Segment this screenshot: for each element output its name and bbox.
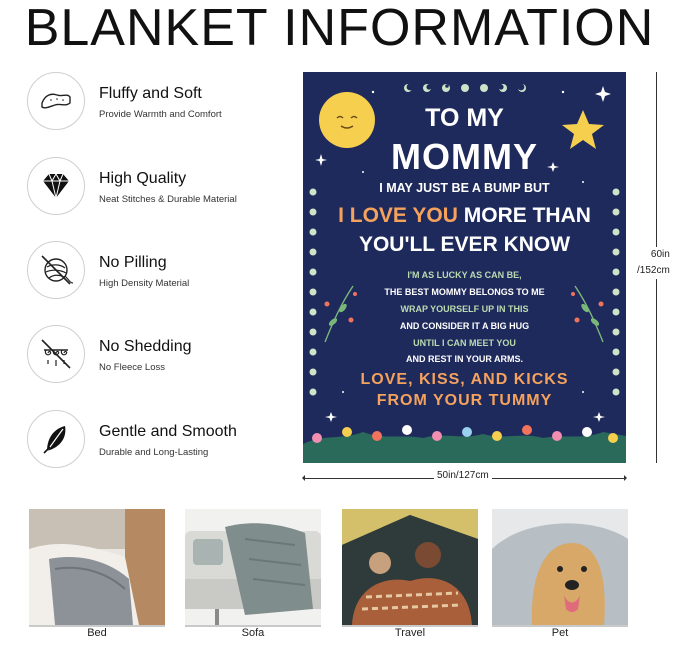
diamond-icon xyxy=(27,157,85,215)
blanket-poem-line: WRAP YOURSELF UP IN THIS xyxy=(400,304,529,314)
feature-no-shedding xyxy=(27,325,297,389)
feature-desc: No Fleece Loss xyxy=(99,362,166,373)
feature-name: Fluffy and Soft xyxy=(99,85,202,102)
blanket-poem-line: AND CONSIDER IT A BIG HUG xyxy=(399,321,530,331)
pet-photo xyxy=(492,509,628,625)
blanket-closing2: FROM YOUR TUMMY xyxy=(376,392,553,409)
blanket-poem-line: I'M AS LUCKY AS CAN BE, xyxy=(407,270,522,280)
height-label-line1: 60in xyxy=(650,249,670,260)
usage-sofa xyxy=(185,509,321,643)
feature-name: No Shedding xyxy=(99,338,192,355)
usage-label: Pet xyxy=(551,627,569,639)
blanket-mommy: MOMMY xyxy=(391,136,538,177)
feature-quality xyxy=(27,157,297,221)
usage-label: Sofa xyxy=(241,627,265,639)
usage-pet xyxy=(492,509,628,643)
feature-name: Gentle and Smooth xyxy=(99,423,237,440)
feature-gentle xyxy=(27,410,297,474)
no-fleece-icon xyxy=(27,325,85,383)
no-yarn-ball-icon xyxy=(27,241,85,299)
bed-photo xyxy=(29,509,165,625)
blanket-line2-highlight: I LOVE YOU xyxy=(338,204,458,227)
leaf-icon xyxy=(27,410,85,468)
feature-desc: High Density Material xyxy=(99,278,190,289)
feature-name: High Quality xyxy=(99,170,187,187)
blanket-line2-rest: MORE THAN xyxy=(457,204,591,227)
blanket-line2 xyxy=(303,204,626,228)
blanket-line1: I MAY JUST BE A BUMP BUT xyxy=(379,181,550,195)
blanket-poem-line: UNTIL I CAN MEET YOU xyxy=(413,338,516,348)
page-title: BLANKET INFORMATION xyxy=(24,0,655,57)
feature-no-pilling xyxy=(27,241,297,305)
moon-phase-row-icon xyxy=(404,84,526,92)
height-label xyxy=(637,247,670,279)
travel-photo xyxy=(342,509,478,625)
height-label-line2: /152cm xyxy=(637,265,670,276)
feature-fluffy xyxy=(27,72,297,136)
feature-desc: Provide Warmth and Comfort xyxy=(99,109,222,120)
width-label: 50in/127cm xyxy=(434,470,492,481)
feature-desc: Neat Stitches & Durable Material xyxy=(99,194,237,205)
blanket-line3: YOU'LL EVER KNOW xyxy=(358,233,571,256)
usage-travel xyxy=(342,509,478,643)
blanket-poem-line: AND REST IN YOUR ARMS. xyxy=(405,354,523,364)
blanket-to-my: TO MY xyxy=(425,104,504,132)
feature-name: No Pilling xyxy=(99,254,167,271)
usage-label: Bed xyxy=(87,627,107,639)
usage-label: Travel xyxy=(394,627,426,639)
usage-bed xyxy=(29,509,165,643)
sofa-photo xyxy=(185,509,321,625)
cloud-fabric-icon xyxy=(27,72,85,130)
blanket-closing1: LOVE, KISS, AND KICKS xyxy=(360,371,569,388)
flower-border-icon xyxy=(303,425,626,463)
blanket-poem-line: THE BEST MOMMY BELONGS TO ME xyxy=(384,287,545,297)
feature-desc: Durable and Long-Lasting xyxy=(99,447,209,458)
blanket-artwork xyxy=(303,72,626,463)
